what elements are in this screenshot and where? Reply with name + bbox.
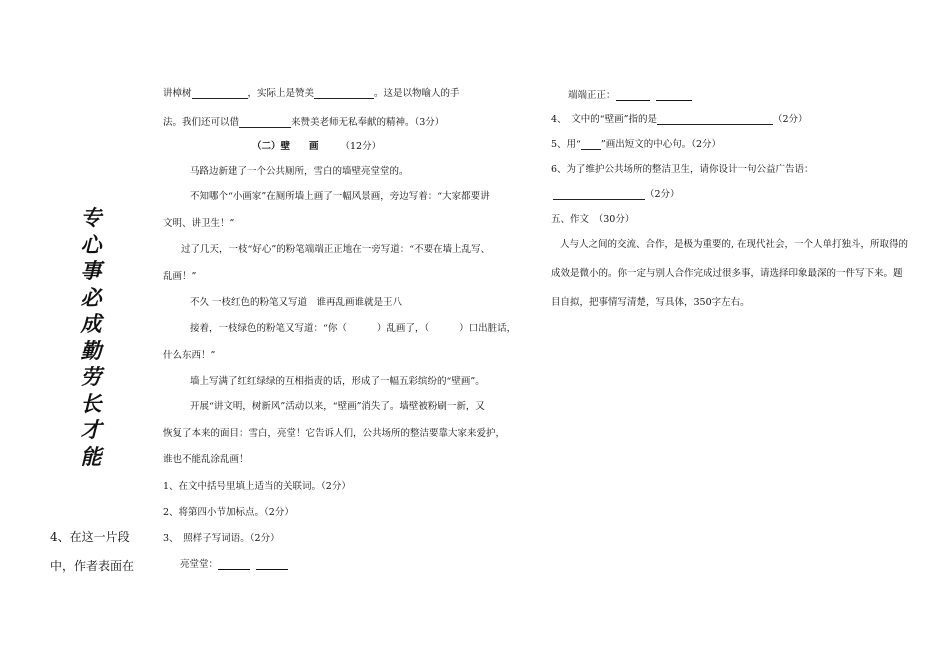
motto-char: 心 <box>80 231 102 257</box>
col2-example: 端端正正： <box>568 87 692 101</box>
paragraph-7b: 恢复了本来的面目：雪白，亮堂！它告诉人们，公共场所的整洁要靠大家来爱护， <box>163 428 506 439</box>
paragraph-2a: 不知哪个“小画家”在厕所墙上画了一幅风景画，旁边写着：“大家都要讲 <box>190 191 490 202</box>
motto-char: 长 <box>80 390 102 416</box>
motto-char: 劳 <box>80 364 102 389</box>
left-question-line-2: 中，作者表面在 <box>50 559 135 573</box>
paragraph-2b: 文明、讲卫生！” <box>163 218 235 229</box>
paragraph-4: 不久 一枝红色的粉笔又写道 谁再乱画谁就是王八 <box>190 297 403 308</box>
answer-blank[interactable] <box>656 100 692 101</box>
section-5-title: 五、作文 （30分） <box>551 214 635 225</box>
question-4: 4、 文中的“壁画”指的是 （2分） <box>551 114 808 125</box>
essay-line-1: 人与人之间的交流、合作，是极为重要的, 在现代社会，一个人单打独斗，所取得的 <box>560 239 909 250</box>
paragraph-5b: 什么东西！” <box>163 350 216 361</box>
paragraph-1: 马路边新建了一个公共厕所，雪白的墙壁亮堂堂的。 <box>190 166 409 177</box>
paragraph-6: 墙上写满了红红绿绿的互相指责的话，形成了一幅五彩缤纷的“壁画”。 <box>190 376 485 387</box>
question-1: 1、在文中括号里填上适当的关联词。（2分） <box>163 481 351 492</box>
question-6: 6、为了维护公共场所的整洁卫生，请你设计一句公益广告语： <box>551 164 814 175</box>
answer-blank[interactable] <box>192 98 248 99</box>
paragraph-5a: 接着，一枝绿色的粉笔又写道：“你（ ）乱画了，（ ）口出脏话， <box>190 323 517 334</box>
question-3-example: 亮堂堂： <box>180 556 288 570</box>
question-3: 3、 照样子写词语。（2分） <box>163 533 280 544</box>
underline-sample <box>581 149 601 150</box>
essay-line-3: 目自拟，把事情写清楚，写具体，350字左右。 <box>551 297 750 308</box>
question-2: 2、将第四小节加标点。（2分） <box>163 507 294 518</box>
col1-line-1: 讲樟树 ，实际上是赞美 。这是以物喻人的手 <box>163 88 460 99</box>
answer-blank[interactable] <box>657 124 773 125</box>
answer-blank[interactable] <box>218 569 250 570</box>
motto-char: 专 <box>80 205 102 230</box>
motto-char: 才 <box>80 417 102 442</box>
section-title: （二）壁 画 （12分） <box>252 141 382 152</box>
vertical-motto <box>78 205 104 470</box>
left-question-line-1: 4、在这一片段 <box>50 530 130 544</box>
question-5: 5、用“ ”画出短文的中心句。（2分） <box>551 139 722 150</box>
answer-blank[interactable] <box>616 100 650 101</box>
col1-line-2: 法。我们还可以借 来赞美老师无私奉献的精神。（3分） <box>163 117 445 128</box>
motto-char: 必 <box>80 284 102 310</box>
paragraph-3b: 乱画！” <box>163 271 197 282</box>
essay-line-2: 成效是微小的。你一定与别人合作完成过很多事，请选择印象最深的一件写下来。题 <box>551 268 903 279</box>
motto-char: 成 <box>80 311 102 336</box>
paragraph-7a: 开展“讲文明，树新风”活动以来，“壁画”消失了。墙壁被粉刷一新，又 <box>190 401 485 412</box>
motto-char: 勤 <box>80 337 102 363</box>
answer-blank[interactable] <box>239 127 291 128</box>
paragraph-7c: 谁也不能乱涂乱画！ <box>163 454 249 465</box>
question-6-blank: （2分） <box>553 186 680 200</box>
answer-blank[interactable] <box>553 199 645 200</box>
answer-blank[interactable] <box>314 98 374 99</box>
answer-blank[interactable] <box>256 569 288 570</box>
paragraph-3a: 过了几天，一枝“好心”的粉笔端端正正地在一旁写道：“不要在墙上乱写、 <box>181 244 491 255</box>
motto-char: 能 <box>80 443 102 469</box>
motto-char: 事 <box>80 258 102 283</box>
